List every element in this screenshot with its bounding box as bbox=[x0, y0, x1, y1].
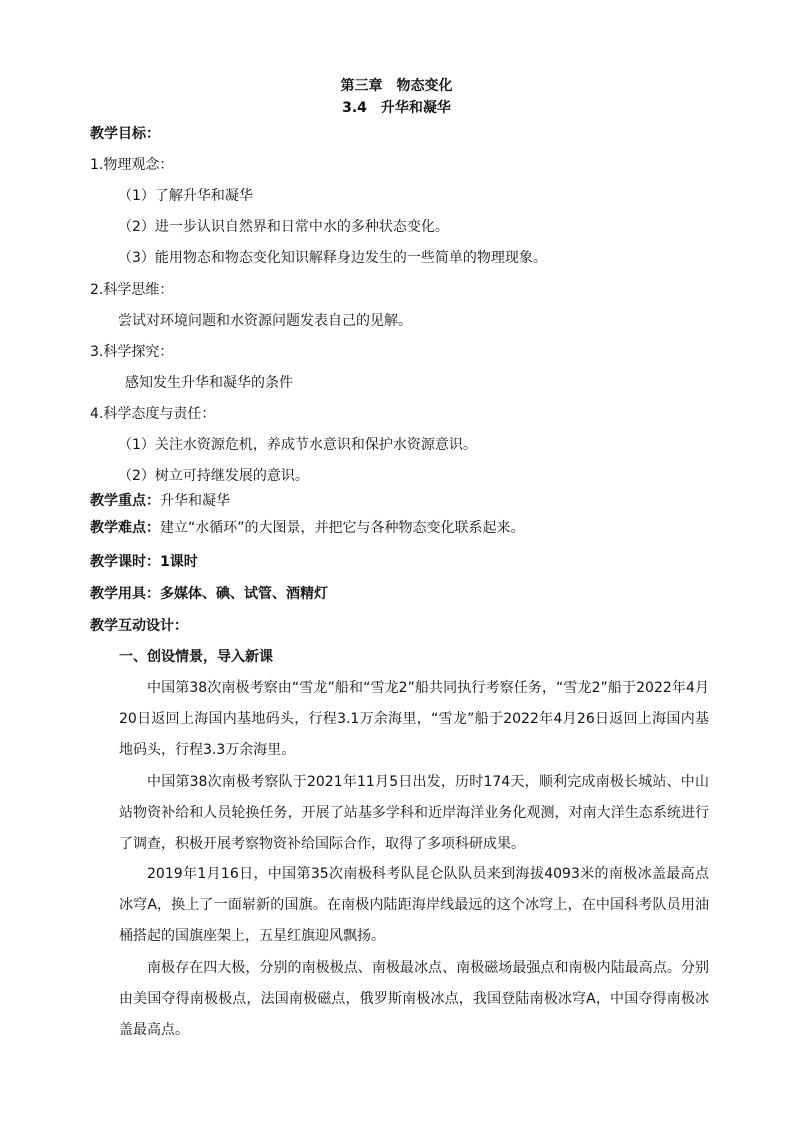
key-point bbox=[90, 491, 230, 511]
difficulty-label: 教学难点： bbox=[90, 520, 160, 536]
teaching-tools: 教学用具：多媒体、碘、试管、酒精灯 bbox=[90, 586, 328, 602]
item1-sub2: （2）进一步认识自然界和日常中水的多种状态变化。 bbox=[118, 219, 449, 235]
goals-heading: 教学目标： bbox=[90, 126, 160, 142]
chapter-title: 第三章 物态变化 bbox=[340, 78, 453, 94]
paragraph-3 bbox=[119, 859, 709, 952]
item4-sub1: （1）关注水资源危机，养成节水意识和保护水资源意识。 bbox=[118, 437, 477, 453]
item1-sub3: （3）能用物态和物态变化知识解释身边发生的一些简单的物理现象。 bbox=[118, 250, 547, 266]
paragraph-4-text: 南极存在四大极，分别的南极极点、南极最冰点、南极磁场最强点和南极内陆最高点。分别由美国夺得南极极点，法国南极磁点，俄罗斯南极冰点，我国登陆南极冰穹A，中国夺得南极冰盖最高点。 bbox=[119, 960, 709, 1038]
paragraph-1 bbox=[119, 673, 709, 766]
item1-sub1: （1）了解升华和凝华 bbox=[118, 188, 253, 204]
paragraph-4 bbox=[119, 953, 709, 1046]
item1-heading: 1.物理观念： bbox=[90, 157, 174, 173]
item4-sub2: （2）树立可持继发展的意识。 bbox=[118, 468, 309, 484]
paragraph-1-text: 中国第38次南极考察由“雪龙”船和“雪龙2”船共同执行考察任务，“雪龙2”船于2022年4月20日返回上海国内基地码头，行程3.1万余海里，“雪龙”船于2022年4月26日返回上海国内基地码头，行程3.3万余海里。 bbox=[119, 680, 709, 758]
section-title: 3.4 升华和凝华 bbox=[342, 100, 451, 116]
item2-text: 尝试对环境问题和水资源问题发表自己的见解。 bbox=[118, 313, 412, 329]
item2-heading: 2.科学思维： bbox=[90, 282, 174, 298]
key-point-text: 升华和凝华 bbox=[160, 493, 230, 509]
paragraph-2-text: 中国第38次南极考察队于2021年11月5日出发，历时174天，顺利完成南极长城站、中山站物资补给和人员轮换任务，开展了站基多学科和近岸海洋业务化观测，对南大洋生态系统进行了调查，积极开展考察物资补给国际合作，取得了多项科研成果。 bbox=[119, 774, 709, 852]
paragraph-3-text: 2019年1月16日，中国第35次南极科考队昆仑队队员来到海拔4093米的南极冰盖最高点冰穹A，换上了一面崭新的国旗。在南极内陆距海岸线最远的这个冰穹上，在中国科考队员用油桶搭起的国旗座架上，五星红旗迎风飘扬。 bbox=[119, 866, 709, 944]
difficulty-point bbox=[90, 518, 525, 538]
key-point-label: 教学重点： bbox=[90, 493, 160, 509]
interaction-heading: 教学互动设计： bbox=[90, 618, 188, 634]
paragraph-2 bbox=[119, 767, 709, 860]
part1-heading: 一、创设情景，导入新课 bbox=[119, 649, 273, 665]
item4-heading: 4.科学态度与责任： bbox=[90, 406, 216, 422]
difficulty-text: 建立“水循环”的大图景，并把它与各种物态变化联系起来。 bbox=[160, 520, 525, 536]
item3-heading: 3.科学探究： bbox=[90, 344, 174, 360]
class-hours: 教学课时：1课时 bbox=[90, 554, 198, 570]
item3-text: 感知发生升华和凝华的条件 bbox=[125, 375, 293, 391]
